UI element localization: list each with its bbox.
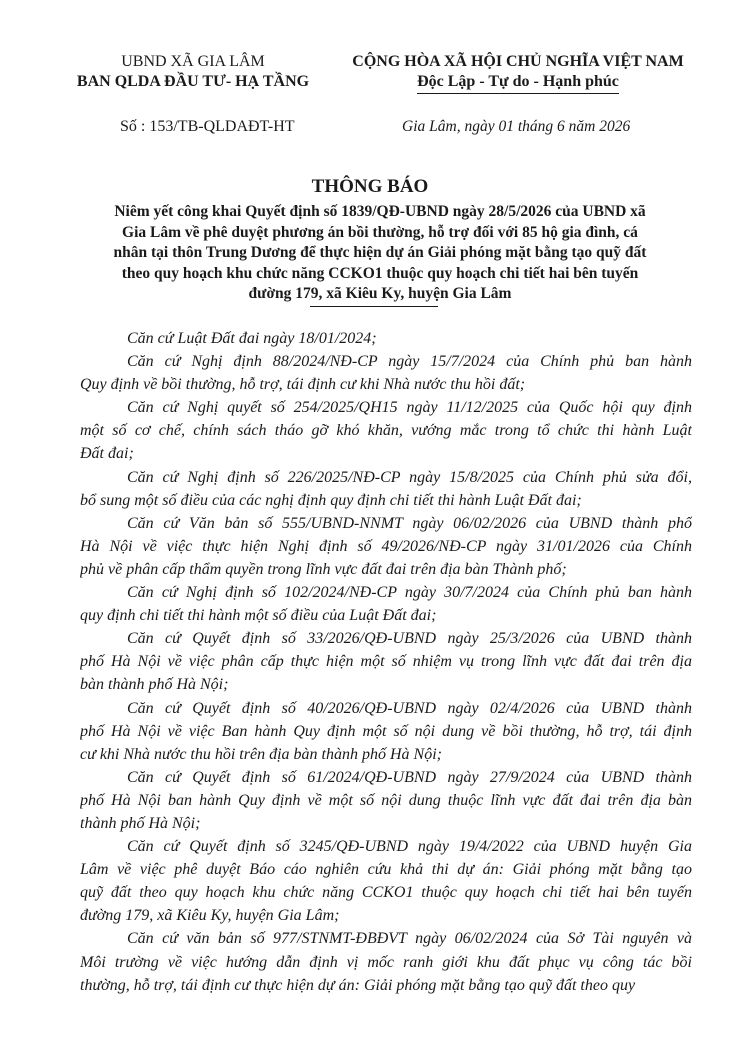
paragraph-line: một số cơ chế, chính sách tháo gỡ khó khăn, vướng mắc trong tổ chức thi hành Luật [80,422,692,440]
paragraph-line: Căn cứ Nghị định số 102/2024/NĐ-CP ngày 30/7/2024 của Chính phủ ban hành [127,584,692,602]
legal-basis-paragraph [80,466,692,512]
subtitle-underline-divider [310,306,438,307]
paragraph-line: Quy định về bồi thường, hỗ trợ, tái định cư khi Nhà nước thu hồi đất; [80,376,526,394]
paragraph-line: Căn cứ Quyết định số 3245/QĐ-UBND ngày 19/4/2022 của UBND huyện Gia [127,838,692,856]
legal-basis-paragraph [80,697,692,766]
legal-basis-paragraph [80,835,692,927]
document-number: Số : 153/TB-QLDAĐT-HT [120,118,295,135]
paragraph-line: Căn cứ Nghị định số 226/2025/NĐ-CP ngày 15/8/2025 của Chính phủ sửa đổi, [127,468,692,486]
paragraph-line: phố Hà Nội ban hành Quy định về một số nội dung thuộc lĩnh vực đất đai trên địa bàn [80,791,692,809]
paragraph-line: Căn cứ Nghị định 88/2024/NĐ-CP ngày 15/7/2024 của Chính phủ ban hành [127,353,692,371]
paragraph-line: thường, hỗ trợ, tái định cư thực hiện dự án: Giải phóng mặt bằng tạo quỹ đất theo quy [80,976,636,994]
subtitle-line: Niêm yết công khai Quyết định số 1839/QĐ-UBND ngày 28/5/2026 của UBND xã [114,203,646,220]
legal-basis-paragraph [80,350,692,396]
legal-basis-paragraph [80,396,692,465]
issuing-agency-name: BAN QLDA ĐẦU TƯ- HẠ TẦNG [76,73,310,90]
paragraph-line: phủ về phân cấp thẩm quyền trong lĩnh vực đất đai trên địa bàn Thành phố; [80,560,567,578]
paragraph-line: bổ sung một số điều của các nghị định quy định chi tiết thi hành Luật Đất đai; [80,491,582,509]
paragraph-line: Căn cứ văn bản số 977/STNMT-ĐBĐVT ngày 06/02/2024 của Sở Tài nguyên và [127,930,692,948]
legal-basis-paragraph [80,627,692,696]
document-title: THÔNG BÁO [311,176,429,197]
paragraph-line: phố Hà Nội về việc Ban hành Quy định một số nội dung về bồi thường, hỗ trợ, tái định [80,722,692,740]
paragraph-line: quy định chi tiết thi hành một số điều của Luật Đất đai; [80,607,437,625]
paragraph-line: cư khi Nhà nước thu hồi trên địa bàn thành phố Hà Nội; [80,745,442,763]
paragraph-line: Căn cứ Quyết định số 33/2026/QĐ-UBND ngày 25/3/2026 của UBND thành [127,630,692,648]
paragraph-line: phố Hà Nội về việc phân cấp thực hiện một số nhiệm vụ trong lĩnh vực đất đai trên địa [80,653,692,671]
paragraph-line: Đất đai; [80,445,134,463]
paragraph-line: bàn thành phố Hà Nội; [80,676,229,694]
national-title: CỘNG HÒA XÃ HỘI CHỦ NGHĨA VIỆT NAM [352,53,684,70]
paragraph-line: thành phố Hà Nội; [80,814,201,832]
legal-basis-list [80,327,692,997]
paragraph-line: Hà Nội về việc thực hiện Nghị định số 49/2026/NĐ-CP ngày 31/01/2026 của Chính [80,537,692,555]
subtitle-line: Gia Lâm về phê duyệt phương án bồi thường, hỗ trợ đối với 85 hộ gia đình, cá [122,223,638,241]
parent-agency-name: UBND XÃ GIA LÂM [121,53,265,70]
legal-basis-paragraph [80,581,692,627]
legal-basis-paragraph [80,327,692,350]
document-subtitle [80,202,680,305]
paragraph-line: đường 179, xã Kiêu Ky, huyện Gia Lâm; [80,907,340,925]
issuing-agency-block [62,52,324,92]
national-motto-block [332,52,704,94]
paragraph-line: Môi trường về việc hướng dẫn định vị mốc ranh giới khu đất phục vụ công tác bồi [80,953,692,971]
subtitle-line: theo quy hoạch khu chức năng CCKO1 thuộc quy hoạch chi tiết hai bên tuyến [121,264,639,282]
paragraph-line: Căn cứ Văn bản số 555/UBND-NNMT ngày 06/02/2026 của UBND thành phố [127,514,692,532]
paragraph-line: Căn cứ Luật Đất đai ngày 18/01/2024; [127,330,377,347]
paragraph-line: quỹ đất theo quy hoạch khu chức năng CCKO1 thuộc quy hoạch chi tiết hai bên tuyến [80,884,692,902]
national-motto: Độc Lập - Tự do - Hạnh phúc [417,72,619,94]
legal-basis-paragraph [80,512,692,581]
legal-basis-paragraph [80,927,692,996]
paragraph-line: Căn cứ Quyết định số 61/2024/QĐ-UBND ngày 27/9/2024 của UBND thành [127,768,692,786]
legal-basis-paragraph [80,766,692,835]
paragraph-line: Căn cứ Nghị quyết số 254/2025/QH15 ngày 11/12/2025 của Quốc hội quy định [127,399,692,417]
place-and-date: Gia Lâm, ngày 01 tháng 6 năm 2026 [402,118,631,135]
subtitle-line: nhân tại thôn Trung Dương để thực hiện dự án Giải phóng mặt bằng tạo quỹ đất [113,244,647,261]
paragraph-line: Lâm về việc phê duyệt Báo cáo nghiên cứu khả thi dự án: Giải phóng mặt bằng tạo [80,861,692,879]
paragraph-line: Căn cứ Quyết định số 40/2026/QĐ-UBND ngày 02/4/2026 của UBND thành [127,699,692,717]
subtitle-line: đường 179, xã Kiêu Ky, huyện Gia Lâm [248,285,512,302]
